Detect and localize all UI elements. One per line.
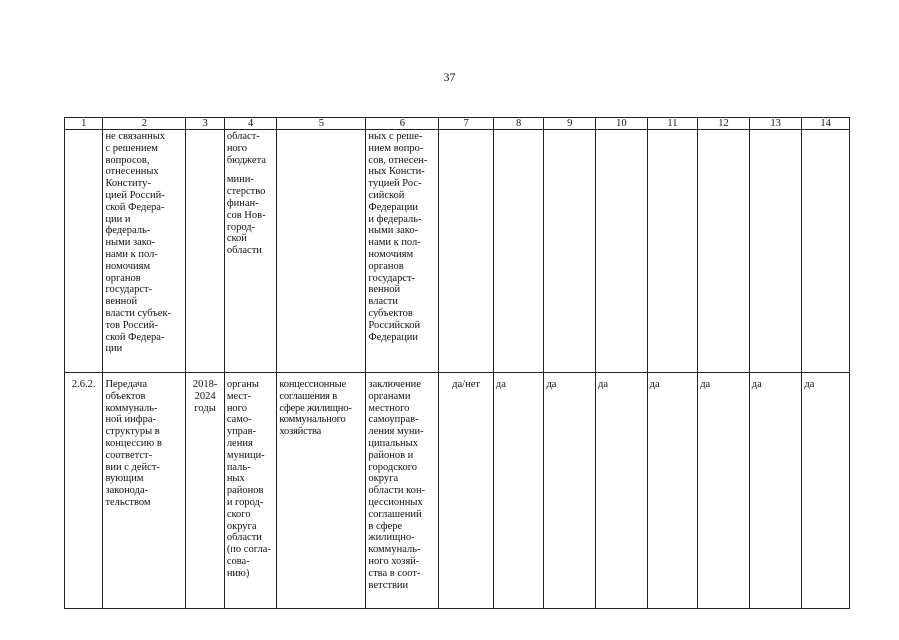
row2-target: концессионные соглашения в сфере жилищно- коммунального хозяйства	[279, 379, 352, 438]
col-header-11: 11	[647, 118, 698, 130]
row2-value-7: да/нет	[439, 373, 494, 609]
col-header-9: 9	[544, 118, 596, 130]
row1-funding-source: област- ного бюджета	[226, 131, 266, 166]
row2-cell-6	[366, 373, 439, 609]
row1-cell-9	[544, 130, 596, 373]
row2-value-9: да	[544, 373, 596, 609]
row2-number: 2.6.2.	[65, 373, 103, 609]
row2-cell-4	[224, 373, 277, 609]
program-table	[64, 117, 850, 609]
row1-cell-7	[439, 130, 494, 373]
row2-period: 2018- 2024 годы	[192, 379, 218, 414]
col-header-14: 14	[802, 118, 850, 130]
table-row	[65, 130, 850, 373]
row2-value-8: да	[493, 373, 544, 609]
row1-executor: мини- стерство финан- сов Нов- город- ской области	[226, 174, 266, 257]
row1-cell-5	[277, 130, 366, 373]
row1-indicator: ных с реше- нием вопро- сов, отнесен- ных Консти- туцией Рос- сийской Федерации и федераль- ными зако- нами к пол- номочиям органов государст- венной власти субъектов Российской Федерации	[368, 131, 428, 343]
row1-cell-11	[647, 130, 698, 373]
col-header-5: 5	[277, 118, 366, 130]
row2-value-12: да	[698, 373, 750, 609]
row1-cell-6	[366, 130, 439, 373]
row2-cell-5	[277, 373, 366, 609]
col-header-1: 1	[65, 118, 103, 130]
row1-cell-13	[749, 130, 802, 373]
row2-value-13: да	[749, 373, 802, 609]
row2-value-11: да	[647, 373, 698, 609]
col-header-13: 13	[749, 118, 802, 130]
header-row	[65, 118, 850, 130]
page-number: 37	[443, 70, 456, 84]
col-header-3: 3	[186, 118, 224, 130]
row1-description: не связанных с решением вопросов, отнесенных Конститу- цией Россий- ской Федера- ции и федераль- ными зако- нами к пол- номочиям органов государст- венной власти субъек- тов Россий- ской Федера- ции	[105, 131, 172, 355]
col-header-7: 7	[439, 118, 494, 130]
col-header-2: 2	[103, 118, 186, 130]
row1-cell-1	[65, 130, 103, 373]
row1-cell-2	[103, 130, 186, 373]
col-header-10: 10	[596, 118, 648, 130]
row1-cell-8	[493, 130, 544, 373]
row2-executor: органы мест- ного само- управ- ления муници- паль- ных районов и город- ского округа области (по согла- сова- нию)	[226, 379, 271, 579]
row1-cell-12	[698, 130, 750, 373]
table-row	[65, 373, 850, 609]
col-header-12: 12	[698, 118, 750, 130]
row1-cell-4	[224, 130, 277, 373]
row1-cell-14	[802, 130, 850, 373]
row2-indicator: заключение органами местного самоуправ- ления муни- ципальных районов и городского округа области кон- цессионных соглашений в сфере жилищно- коммуналь- ного хозяй- ства в соот- ветствии	[368, 379, 426, 591]
row2-cell-2	[103, 373, 186, 609]
row1-cell-10	[596, 130, 648, 373]
row2-cell-3	[186, 373, 224, 609]
col-header-8: 8	[493, 118, 544, 130]
row2-description: Передача объектов коммуналь- ной инфра- структуры в концессию в соответст- вии с дейст- вующим законода- тельством	[105, 379, 162, 508]
row2-value-10: да	[596, 373, 648, 609]
col-header-4: 4	[224, 118, 277, 130]
row2-value-14: да	[802, 373, 850, 609]
row1-cell-3	[186, 130, 224, 373]
col-header-6: 6	[366, 118, 439, 130]
